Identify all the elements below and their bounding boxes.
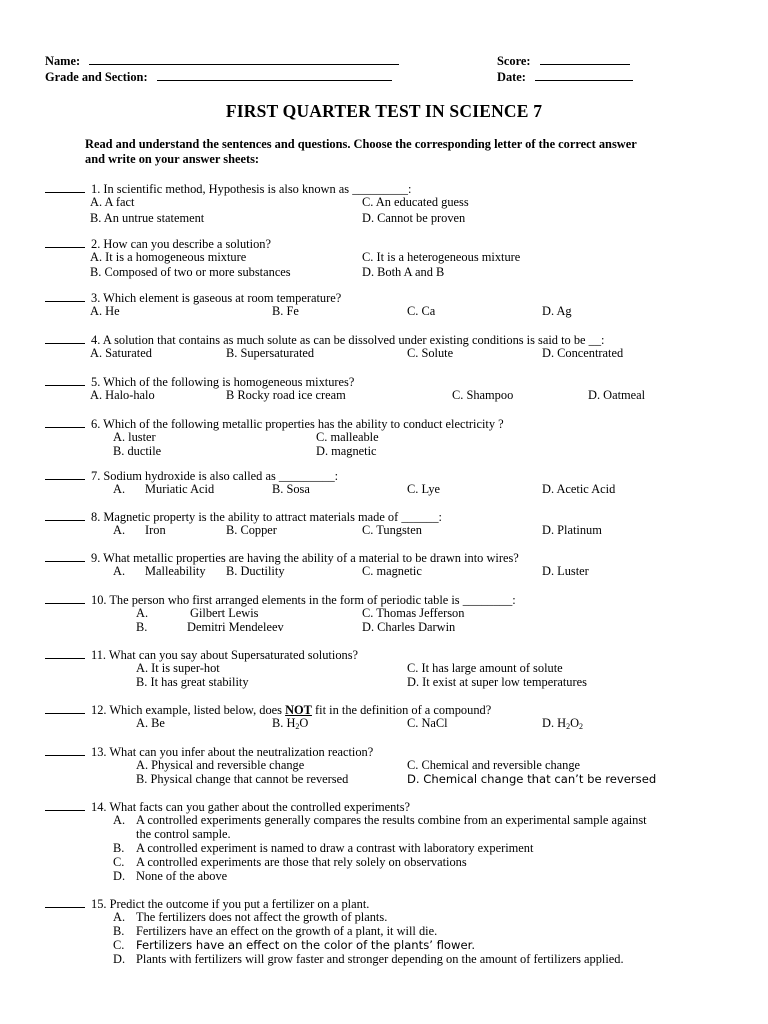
option: C. Solute: [407, 346, 454, 360]
option: B. An untrue statement: [90, 211, 205, 225]
answer-blank-7[interactable]: [45, 468, 85, 480]
option: D. It exist at super low temperatures: [407, 675, 587, 689]
answer-blank-9[interactable]: [45, 550, 85, 562]
answer-blank-5[interactable]: [45, 374, 85, 386]
question-8: 8. Magnetic property is the ability to attract materials made of ______:: [45, 509, 442, 525]
option: C. It is a heterogeneous mixture: [362, 250, 521, 264]
answer-blank-15[interactable]: [45, 896, 85, 908]
answer-blank-12[interactable]: [45, 702, 85, 714]
option: D. Luster: [542, 564, 589, 578]
option: B. Physical change that cannot be reversed: [136, 772, 349, 786]
option: A. Saturated: [90, 346, 152, 360]
option: D. Both A and B: [362, 265, 445, 279]
option-letter: B.: [113, 924, 125, 938]
option: C. NaCl: [407, 716, 448, 730]
name-field[interactable]: [89, 53, 399, 65]
answer-blank-4[interactable]: [45, 332, 85, 344]
answer-blank-8[interactable]: [45, 509, 85, 521]
option: C. An educated guess: [362, 195, 469, 209]
option: D. magnetic: [316, 444, 377, 458]
option: C. Tungsten: [362, 523, 422, 537]
option-letter: C.: [113, 938, 125, 952]
question-14: 14. What facts can you gather about the controlled experiments?: [45, 799, 410, 815]
option: Malleability: [145, 564, 206, 578]
option: D. Concentrated: [542, 346, 624, 360]
option-letter: A.: [113, 910, 126, 924]
option: C. malleable: [316, 430, 379, 444]
option: D. Cannot be proven: [362, 211, 466, 225]
option: A controlled experiments are those that rely solely on observations: [136, 855, 467, 869]
option: B. Fe: [272, 304, 299, 318]
option: Demitri Mendeleev: [187, 620, 284, 634]
option-letter: D.: [113, 869, 126, 883]
option: B. Composed of two or more substances: [90, 265, 291, 279]
option: D. Chemical change that can’t be reversed: [407, 772, 657, 786]
answer-blank-3[interactable]: [45, 290, 85, 302]
option: A controlled experiments generally compares the results combine from an experimental sample against: [136, 813, 647, 827]
option: Iron: [145, 523, 166, 537]
option: B. $H_2O$: [272, 716, 309, 731]
option: B. Ductility: [226, 564, 285, 578]
option: A. Physical and reversible change: [136, 758, 305, 772]
option: D. Charles Darwin: [362, 620, 456, 634]
option: None of the above: [136, 869, 228, 883]
option: D. $H_2O_2$: [542, 716, 584, 731]
option: B. ductile: [113, 444, 162, 458]
grade-section-label: Grade and Section:: [45, 69, 392, 85]
answer-blank-11[interactable]: [45, 647, 85, 659]
option: The fertilizers does not affect the growth of plants.: [136, 910, 388, 924]
question-3: 3. Which element is gaseous at room temperature?: [45, 290, 341, 306]
option: C. Chemical and reversible change: [407, 758, 581, 772]
question-11: 11. What can you say about Supersaturated solutions?: [45, 647, 358, 663]
date-field[interactable]: [535, 69, 633, 81]
question-5: 5. Which of the following is homogeneous mixtures?: [45, 374, 354, 390]
option-letter: B.: [113, 841, 125, 855]
answer-blank-13[interactable]: [45, 744, 85, 756]
question-6: 6. Which of the following metallic properties has the ability to conduct electricity ?: [45, 416, 504, 432]
option: A.: [136, 606, 149, 620]
option: B. Sosa: [272, 482, 310, 496]
option: D. Oatmeal: [588, 388, 646, 402]
answer-blank-14[interactable]: [45, 799, 85, 811]
option: Fertilizers have an effect on the growth of a plant, it will die.: [136, 924, 438, 938]
question-2: 2. How can you describe a solution?: [45, 236, 271, 252]
answer-blank-2[interactable]: [45, 236, 85, 248]
score-field[interactable]: [540, 53, 630, 65]
option: Fertilizers have an effect on the color of the plants’ flower.: [136, 938, 476, 952]
option: A. luster: [113, 430, 156, 444]
option: B Rocky road ice cream: [226, 388, 346, 402]
option: C. It has large amount of solute: [407, 661, 563, 675]
option: Plants with fertilizers will grow faster and stronger depending on the amount of fertilizers applied.: [136, 952, 624, 966]
option: A. Halo-halo: [90, 388, 155, 402]
answer-blank-10[interactable]: [45, 592, 85, 604]
option-continued: the control sample.: [136, 827, 231, 841]
option: A.: [113, 523, 126, 537]
instructions-line-1: Read and understand the sentences and questions. Choose the corresponding letter of the correct answer: [85, 137, 637, 151]
option-letter: D.: [113, 952, 126, 966]
question-13: 13. What can you infer about the neutralization reaction?: [45, 744, 373, 760]
option: A. A fact: [90, 195, 135, 209]
option: A. It is super-hot: [136, 661, 220, 675]
option: B. Copper: [226, 523, 277, 537]
question-7: 7. Sodium hydroxide is also called as _________:: [45, 468, 338, 484]
option: A.: [113, 564, 126, 578]
option: D. Ag: [542, 304, 572, 318]
option: D. Platinum: [542, 523, 602, 537]
option: C. magnetic: [362, 564, 422, 578]
question-12: 12. Which example, listed below, does NOT fit in the definition of a compound?: [45, 702, 491, 718]
option: A. It is a homogeneous mixture: [90, 250, 247, 264]
date-label: Date:: [497, 69, 633, 85]
page-title: FIRST QUARTER TEST IN SCIENCE 7: [225, 101, 543, 121]
option: A. Be: [136, 716, 165, 730]
option: B. Supersaturated: [226, 346, 315, 360]
option: Muriatic Acid: [145, 482, 215, 496]
option: D. Acetic Acid: [542, 482, 616, 496]
question-1: 1. In scientific method, Hypothesis is also known as _________:: [45, 181, 411, 197]
option: A controlled experiment is named to draw a contrast with laboratory experiment: [136, 841, 534, 855]
answer-blank-1[interactable]: [45, 181, 85, 193]
name-label: Name:: [45, 53, 399, 69]
option: B.: [136, 620, 148, 634]
option: A.: [113, 482, 126, 496]
option: C. Lye: [407, 482, 441, 496]
score-label: Score:: [497, 53, 630, 69]
question-10: 10. The person who first arranged elements in the form of periodic table is ________:: [45, 592, 516, 608]
option: C. Shampoo: [452, 388, 514, 402]
question-9: 9. What metallic properties are having the ability of a material to be drawn into wires?: [45, 550, 519, 566]
option-letter: A.: [113, 813, 126, 827]
option: C. Thomas Jefferson: [362, 606, 465, 620]
option-letter: C.: [113, 855, 125, 869]
answer-blank-6[interactable]: [45, 416, 85, 428]
option: Gilbert Lewis: [190, 606, 259, 620]
question-4: 4. A solution that contains as much solute as can be dissolved under existing conditions is said to be __:: [45, 332, 604, 348]
option: B. It has great stability: [136, 675, 249, 689]
question-15: 15. Predict the outcome if you put a fertilizer on a plant.: [45, 896, 369, 912]
option: C. Ca: [407, 304, 436, 318]
instructions-line-2: and write on your answer sheets:: [85, 152, 260, 166]
grade-section-field[interactable]: [157, 69, 392, 81]
option: A. He: [90, 304, 120, 318]
